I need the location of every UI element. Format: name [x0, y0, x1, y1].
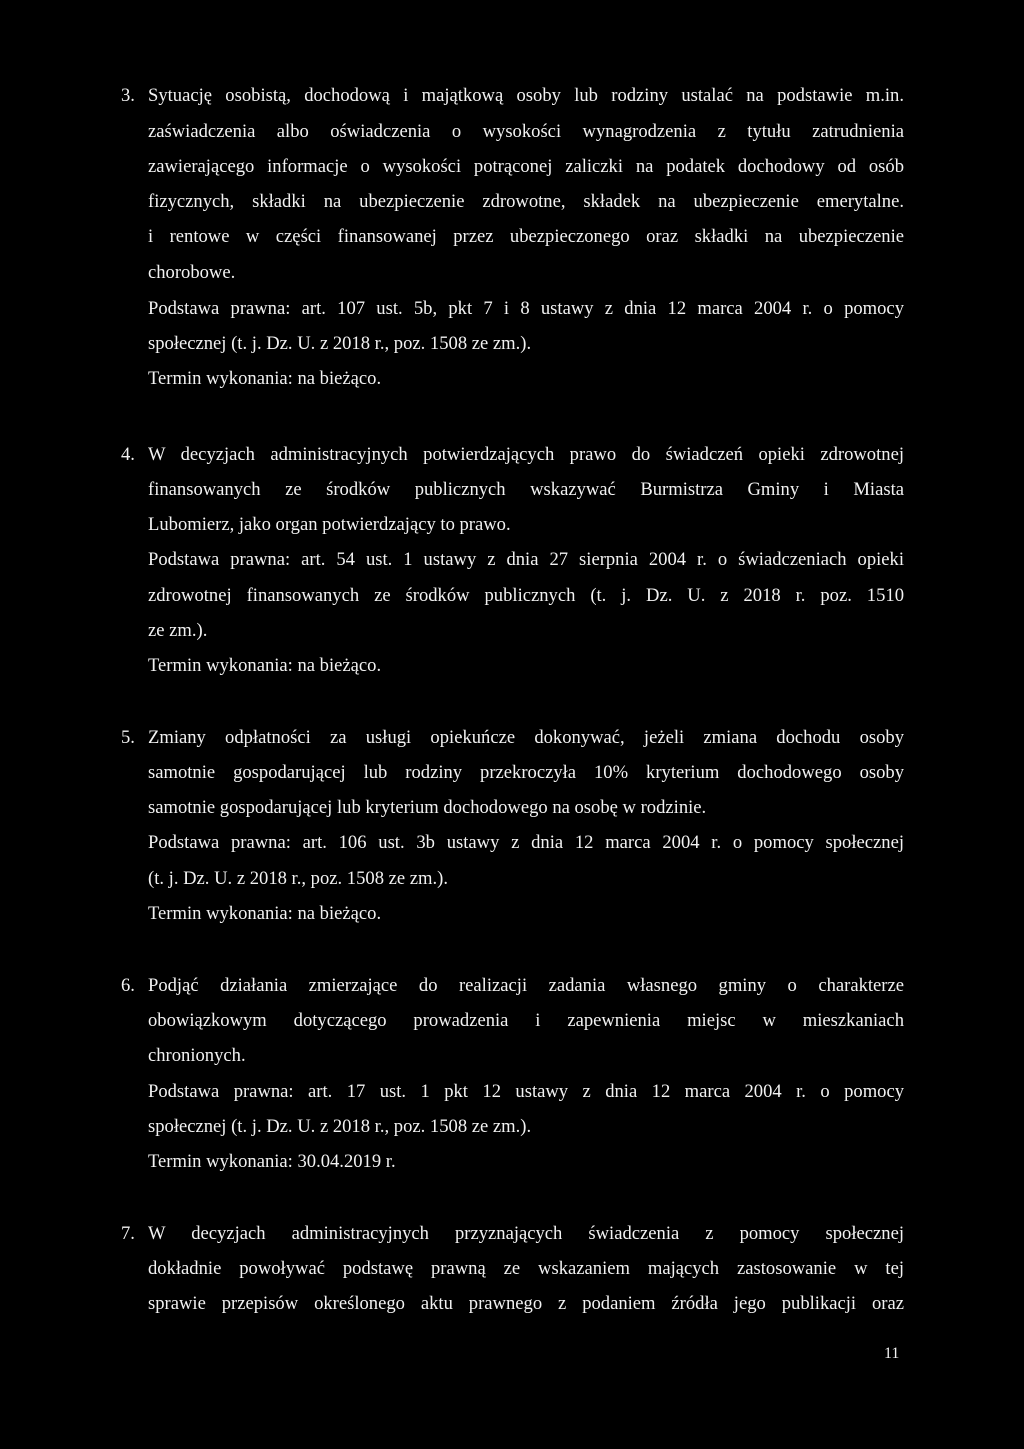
- item-line: dokładnie powoływać podstawę prawną ze wskazaniem mających zastosowanie w tej: [148, 1258, 904, 1279]
- legal-basis-line: społecznej (t. j. Dz. U. z 2018 r., poz. 1508 ze zm.).: [148, 1116, 532, 1137]
- legal-basis-line: (t. j. Dz. U. z 2018 r., poz. 1508 ze zm.).: [148, 868, 449, 889]
- item-line: W decyzjach administracyjnych potwierdzających prawo do świadczeń opieki zdrowotnej: [148, 444, 904, 465]
- item-number: 7.: [121, 1223, 135, 1244]
- item-line: zaświadczenia albo oświadczenia o wysokości wynagrodzenia z tytułu zatrudnienia: [148, 121, 904, 142]
- item-number: 5.: [121, 727, 135, 748]
- legal-basis-line: Podstawa prawna: art. 107 ust. 5b, pkt 7 i 8 ustawy z dnia 12 marca 2004 r. o pomocy: [148, 298, 904, 319]
- item-line: Lubomierz, jako organ potwierdzający to prawo.: [148, 514, 511, 535]
- deadline-line: Termin wykonania: 30.04.2019 r.: [148, 1151, 396, 1172]
- legal-basis-line: Podstawa prawna: art. 106 ust. 3b ustawy z dnia 12 marca 2004 r. o pomocy społecznej: [148, 832, 904, 853]
- item-line: i rentowe w części finansowanej przez ubezpieczonego oraz składki na ubezpieczenie: [148, 226, 904, 247]
- item-line: obowiązkowym dotyczącego prowadzenia i zapewnienia miejsc w mieszkaniach: [148, 1010, 904, 1031]
- item-number: 4.: [121, 444, 135, 465]
- item-line: fizycznych, składki na ubezpieczenie zdrowotne, składek na ubezpieczenie emerytalne.: [148, 191, 904, 212]
- deadline-line: Termin wykonania: na bieżąco.: [148, 903, 382, 924]
- page-number: 11: [884, 1345, 900, 1362]
- item-number: 3.: [121, 85, 135, 106]
- item-number: 6.: [121, 975, 135, 996]
- legal-basis-line: Podstawa prawna: art. 17 ust. 1 pkt 12 ustawy z dnia 12 marca 2004 r. o pomocy: [148, 1081, 904, 1102]
- item-line: samotnie gospodarującej lub rodziny przekroczyła 10% kryterium dochodowego osoby: [148, 762, 904, 783]
- deadline-line: Termin wykonania: na bieżąco.: [148, 368, 382, 389]
- item-line: sprawie przepisów określonego aktu prawnego z podaniem źródła jego publikacji oraz: [148, 1293, 904, 1314]
- legal-basis-line: Podstawa prawna: art. 54 ust. 1 ustawy z dnia 27 sierpnia 2004 r. o świadczeniach opieki: [148, 549, 904, 570]
- item-line: samotnie gospodarującej lub kryterium dochodowego na osobę w rodzinie.: [148, 797, 707, 818]
- item-line: Zmiany odpłatności za usługi opiekuńcze dokonywać, jeżeli zmiana dochodu osoby: [148, 727, 904, 748]
- item-line: Podjąć działania zmierzające do realizacji zadania własnego gminy o charakterze: [148, 975, 904, 996]
- item-line: chronionych.: [148, 1045, 246, 1066]
- item-line: Sytuację osobistą, dochodową i majątkową osoby lub rodziny ustalać na podstawie m.in.: [148, 85, 904, 106]
- item-line: zawierającego informacje o wysokości potrąconej zaliczki na podatek dochodowy od osób: [148, 156, 904, 177]
- legal-basis-line: ze zm.).: [148, 620, 208, 641]
- item-line: finansowanych ze środków publicznych wskazywać Burmistrza Gminy i Miasta: [148, 479, 904, 500]
- legal-basis-line: społecznej (t. j. Dz. U. z 2018 r., poz. 1508 ze zm.).: [148, 333, 532, 354]
- legal-basis-line: zdrowotnej finansowanych ze środków publicznych (t. j. Dz. U. z 2018 r. poz. 1510: [148, 585, 904, 606]
- item-line: W decyzjach administracyjnych przyznających świadczenia z pomocy społecznej: [148, 1223, 904, 1244]
- item-line: chorobowe.: [148, 262, 236, 283]
- deadline-line: Termin wykonania: na bieżąco.: [148, 655, 382, 676]
